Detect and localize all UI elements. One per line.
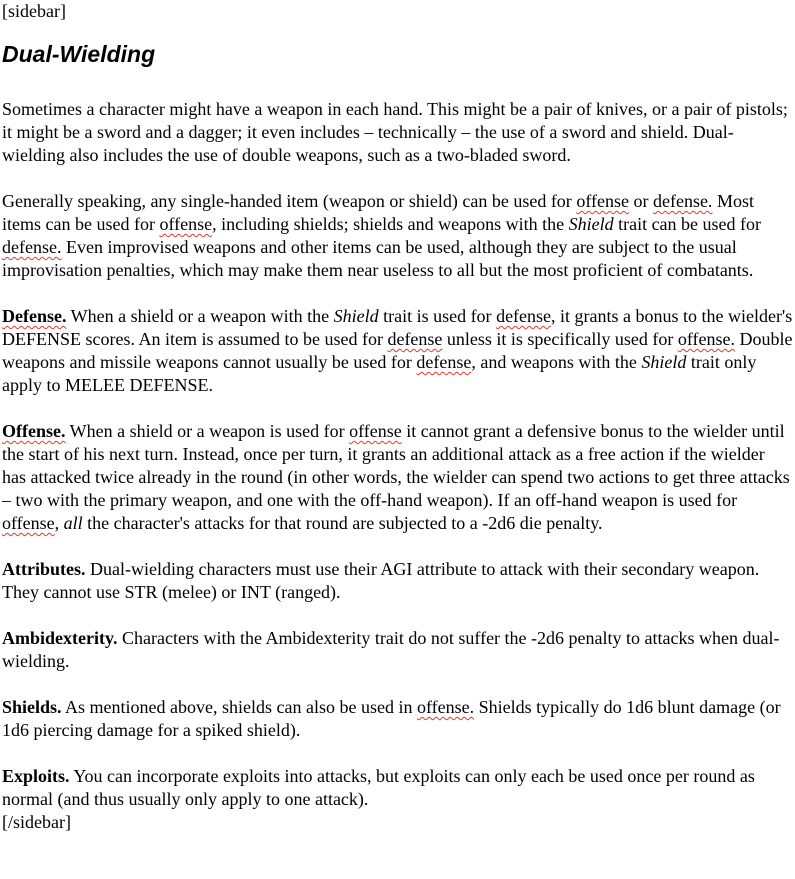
paragraph-heading-attributes: Attributes. [2,559,86,579]
text-run: Characters with the Ambidexterity trait do not suffer the -2d6 penalty to attacks when dual-wielding. [2,628,780,671]
paragraph-ambidexterity [2,627,793,673]
text-run: Most items can be used for [2,191,754,234]
spellcheck-word[interactable]: defense. [652,191,713,211]
text-run: trait can be used for [613,214,762,234]
text-run: , it grants a bonus to the wielder's DEFENSE scores. An item is assumed to be used for [2,306,793,349]
sidebar-close-tag: [/sidebar] [2,812,71,832]
sidebar-open-tag: [sidebar] [2,1,66,21]
section-title: Dual-Wielding [2,41,156,67]
spellcheck-word[interactable]: defense. [2,237,62,257]
text-run: Double weapons and missile weapons cannot usually be used for [2,329,793,372]
text-run: , including shields; shields and weapons with the [212,214,569,234]
paragraph-attributes [2,558,793,604]
text-run: As mentioned above, shields can also be used in [61,697,417,717]
italic-term: all [63,513,83,533]
paragraph-defense [2,305,793,397]
spellcheck-word[interactable]: offense [576,191,629,211]
spellcheck-word[interactable]: defense [387,329,443,349]
text-run: When a shield or a weapon is used for [65,421,350,441]
text-run: trait is used for [378,306,497,326]
paragraph-heading-shields: Shields. [2,697,62,717]
paragraph-exploits [2,765,793,811]
text-run: You can incorporate exploits into attacks, but exploits can only each be used once per round as normal (and thus usually only apply to one attack). [2,766,755,809]
text-run: the character's attacks for that round are subjected to a -2d6 die penalty. [82,513,603,533]
spellcheck-word[interactable]: offense [159,214,213,234]
spellcheck-word[interactable]: offense [349,421,402,441]
paragraph-general [2,190,793,282]
text-run: it cannot grant a defensive bonus to the wielder until the start of his next turn. Instead, once per turn, it grants an additional attack as a free action if the wielder has attacked twice already in the round (in other words, the wielder can spend two actions to get three attacks – two with the primary weapon, and one with the off-hand weapon). If an off-hand weapon is used for [2,421,790,510]
spellcheck-word[interactable]: offense. [677,329,736,349]
paragraph-offense [2,420,793,535]
spellcheck-word[interactable]: offense. [416,697,475,717]
paragraph-heading-offense[interactable]: Offense. [2,421,66,441]
italic-term: Shield [333,306,379,326]
text-run: Shields typically do 1d6 blunt damage (or 1d6 piercing damage for a spiked shield). [2,697,781,740]
text-run: trait only apply to MELEE DEFENSE. [2,352,757,395]
spellcheck-word[interactable]: defense [416,352,472,372]
italic-term: Shield [568,214,614,234]
paragraph-heading-exploits: Exploits. [2,766,70,786]
text-run: , and weapons with the [471,352,642,372]
text-run: Generally speaking, any single-handed item (weapon or shield) can be used for [2,191,577,211]
text-run: Even improvised weapons and other items can be used, although they are subject to the usual improvisation penalties, which may make them near useless to all but the most proficient of combatants. [2,237,754,280]
text-run: Dual-wielding characters must use their AGI attribute to attack with their secondary weapon. They cannot use STR (melee) or INT (ranged). [2,559,760,602]
spellcheck-word[interactable]: defense [496,306,552,326]
spellcheck-word[interactable]: offense [2,513,55,533]
paragraph-shields [2,696,793,742]
italic-term: Shield [641,352,687,372]
paragraph-heading-defense[interactable]: Defense. [2,306,67,326]
paragraph-heading-ambidexterity: Ambidexterity. [2,628,118,648]
text-run: unless it is specifically used for [442,329,678,349]
text-run: When a shield or a weapon with the [66,306,334,326]
text-run: or [628,191,653,211]
text-run: , [54,513,64,533]
paragraph-intro: Sometimes a character might have a weapon in each hand. This might be a pair of knives, or a pair of pistols; it might be a sword and a dagger; it even includes – technically – the use of a sword and shield. Dual-wielding also includes the use of double weapons, such as a two-bladed sword. [2,99,788,165]
